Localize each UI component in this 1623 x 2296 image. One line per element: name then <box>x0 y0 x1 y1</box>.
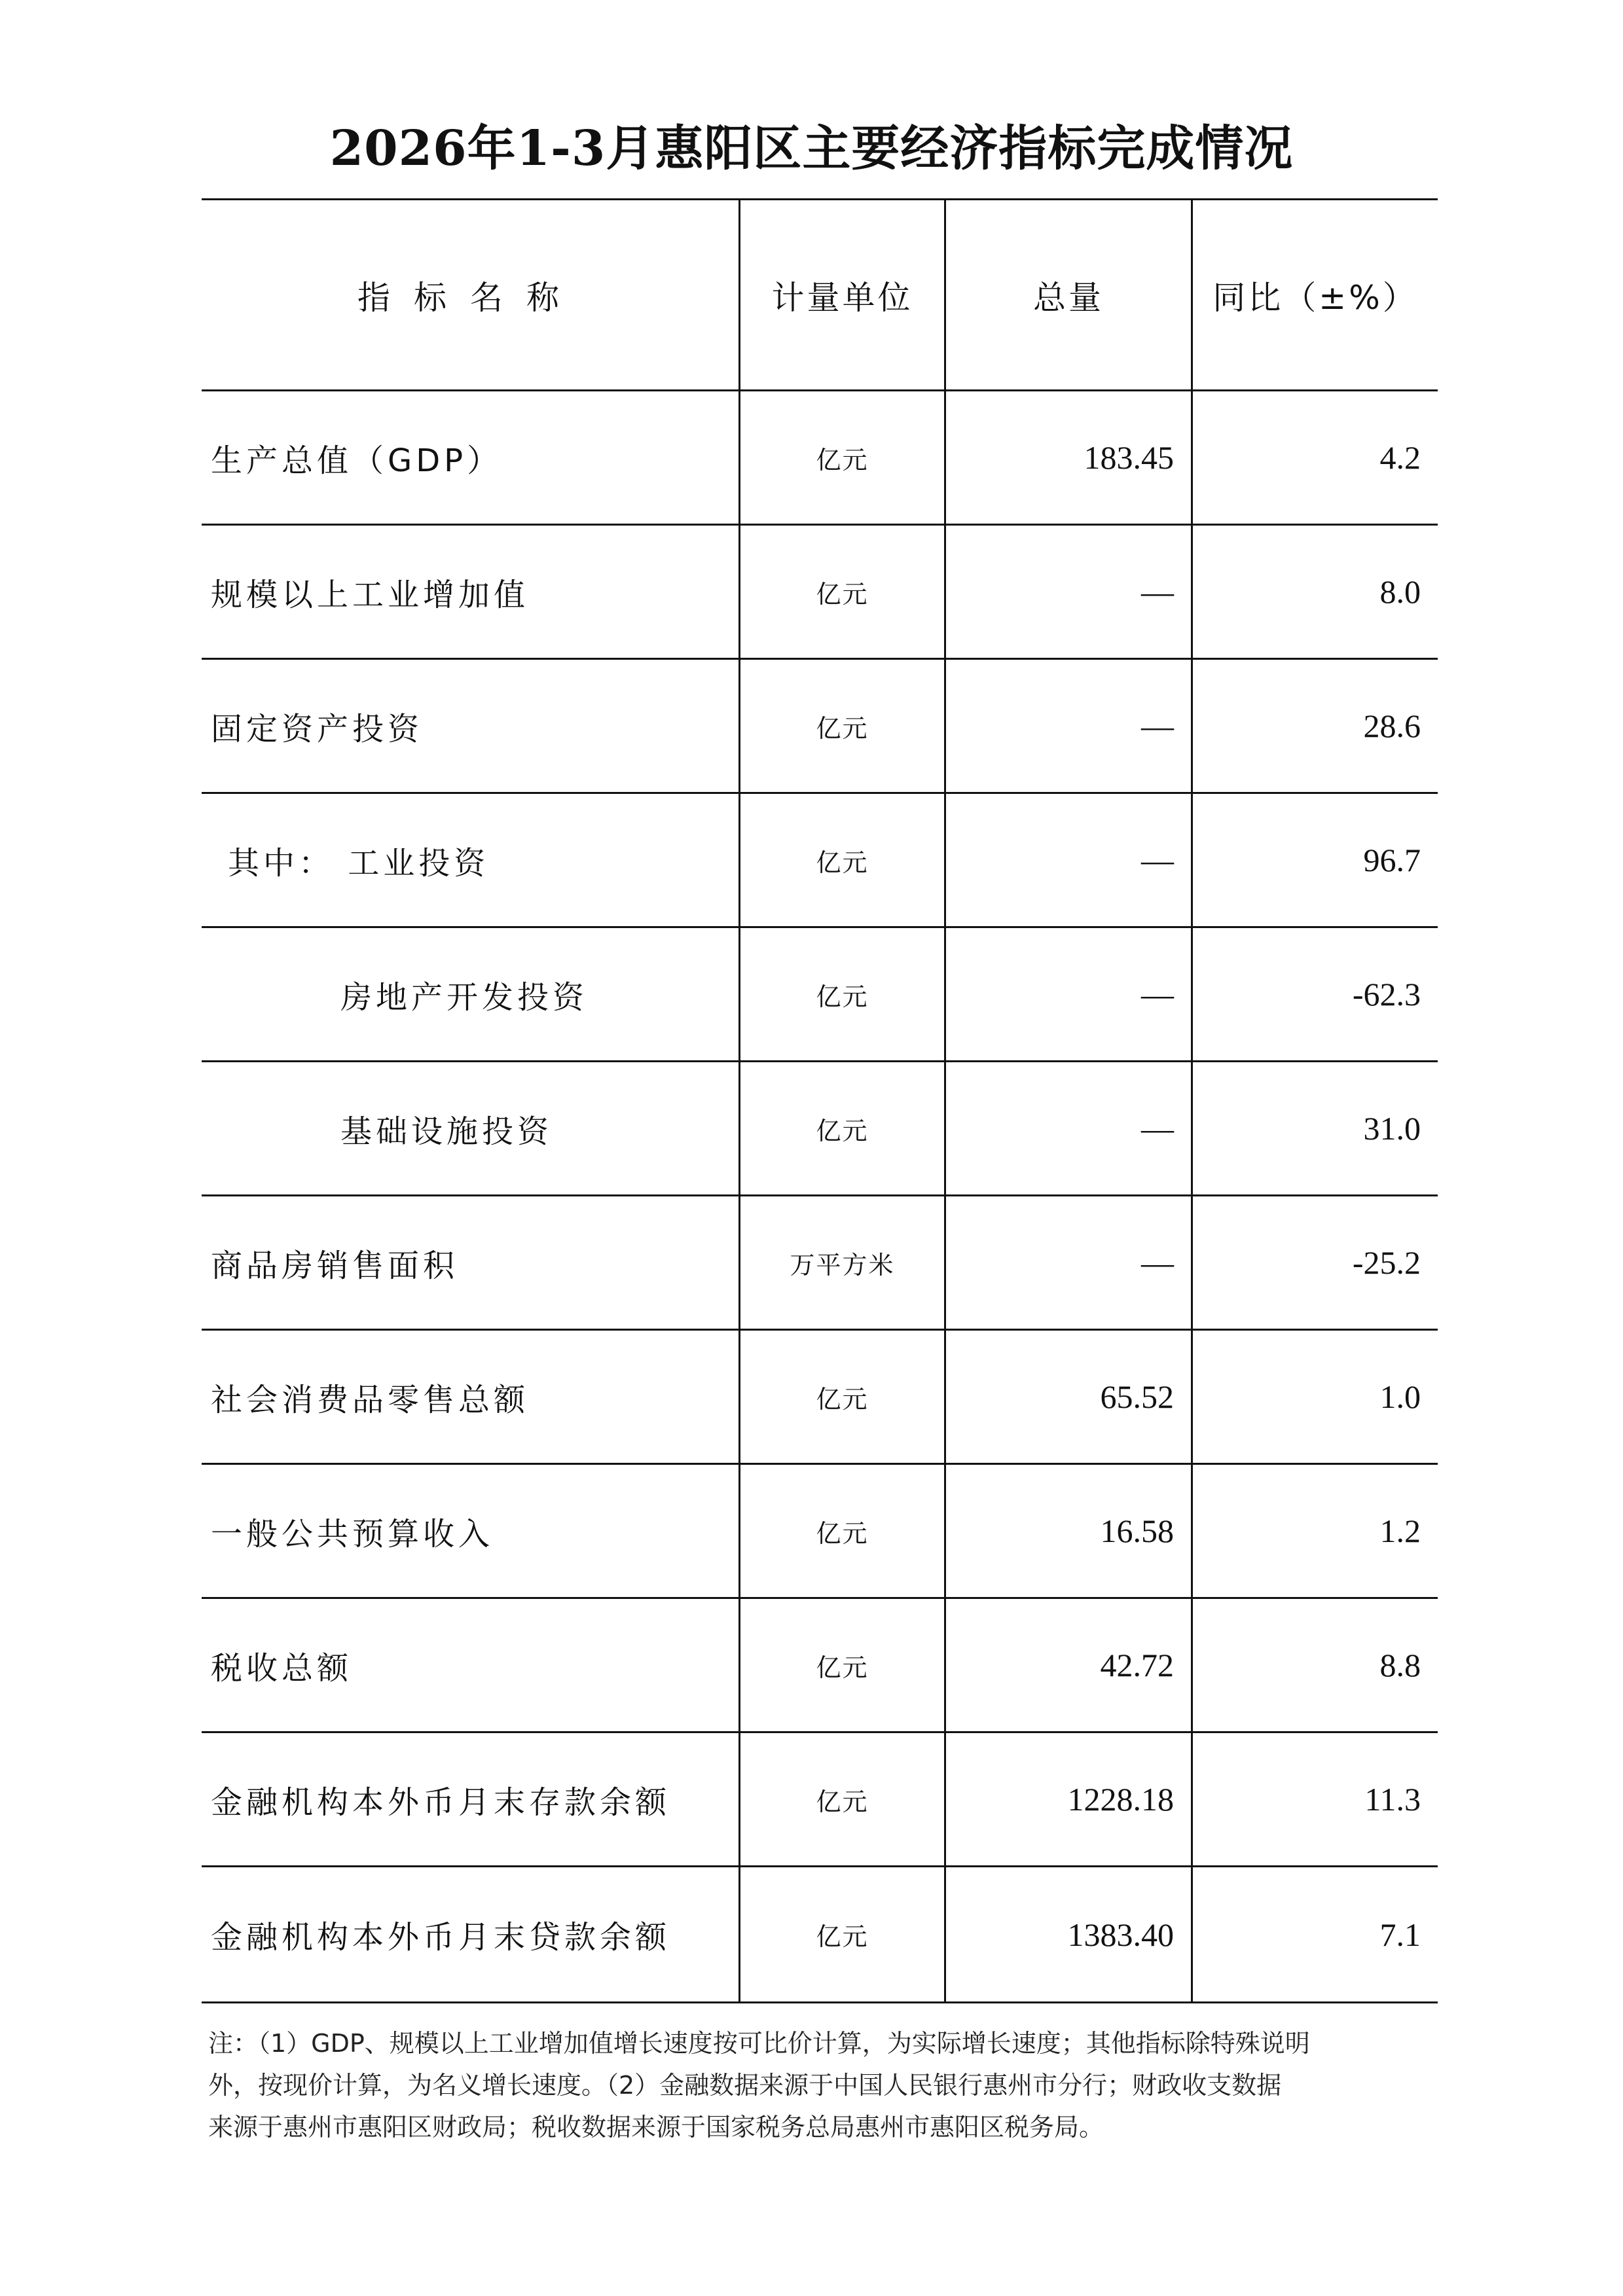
unit-cell: 亿元 <box>739 928 944 1060</box>
table-row <box>202 391 1438 526</box>
yoy-cell: 31.0 <box>1191 1062 1438 1194</box>
table-row <box>202 1331 1438 1465</box>
unit-cell: 亿元 <box>739 1331 944 1463</box>
indicator-name: 房地产开发投资 <box>340 978 589 1016</box>
yoy-cell: 96.7 <box>1191 794 1438 926</box>
indicator-name: 基础设施投资 <box>340 1113 553 1150</box>
yoy-cell: -25.2 <box>1191 1196 1438 1329</box>
table-row <box>202 1733 1438 1867</box>
indicator-name: 一般公共预算收入 <box>211 1515 494 1552</box>
total-cell: 183.45 <box>944 391 1191 524</box>
footnote-line: 来源于惠州市惠阳区财政局；税收数据来源于国家税务总局惠州市惠阳区税务局。 <box>208 2113 1104 2142</box>
table-row <box>202 794 1438 928</box>
total-cell: 16.58 <box>944 1465 1191 1597</box>
total-cell: — <box>944 660 1191 792</box>
page-title: 2026年1-3月惠阳区主要经济指标完成情况 <box>329 120 1294 177</box>
total-cell: 65.52 <box>944 1331 1191 1463</box>
total-cell: 1228.18 <box>944 1733 1191 1865</box>
unit-cell: 亿元 <box>739 391 944 524</box>
unit-cell: 亿元 <box>739 1599 944 1731</box>
header-unit: 计量单位 <box>739 200 944 389</box>
unit-cell: 亿元 <box>739 1062 944 1194</box>
total-cell: — <box>944 794 1191 926</box>
table-row <box>202 1599 1438 1733</box>
total-cell: — <box>944 526 1191 658</box>
indicator-name: 其中： 工业投资 <box>228 844 490 882</box>
yoy-cell: 1.0 <box>1191 1331 1438 1463</box>
unit-cell: 亿元 <box>739 1465 944 1597</box>
unit-cell: 亿元 <box>739 660 944 792</box>
indicator-name: 生产总值（GDP） <box>211 442 503 479</box>
table-row <box>202 1062 1438 1196</box>
table-body <box>202 391 1438 2001</box>
table-row <box>202 928 1438 1062</box>
table-row <box>202 526 1438 660</box>
yoy-cell: 8.0 <box>1191 526 1438 658</box>
header-total: 总量 <box>944 200 1191 389</box>
yoy-cell: 8.8 <box>1191 1599 1438 1731</box>
indicator-name: 金融机构本外币月末存款余额 <box>211 1784 671 1821</box>
table-row <box>202 660 1438 794</box>
indicators-table <box>202 198 1438 2003</box>
indicator-name: 规模以上工业增加值 <box>211 576 530 613</box>
footnote-line: 注：（1）GDP、规模以上工业增加值增长速度按可比价计算，为实际增长速度；其他指标除特殊说明 <box>208 2029 1310 2058</box>
indicator-name: 商品房销售面积 <box>211 1247 459 1284</box>
unit-cell: 亿元 <box>739 526 944 658</box>
yoy-cell: -62.3 <box>1191 928 1438 1060</box>
yoy-cell: 7.1 <box>1191 1867 1438 2001</box>
yoy-cell: 28.6 <box>1191 660 1438 792</box>
total-cell: 42.72 <box>944 1599 1191 1731</box>
yoy-cell: 1.2 <box>1191 1465 1438 1597</box>
table-row <box>202 1465 1438 1599</box>
unit-cell: 亿元 <box>739 1867 944 2001</box>
yoy-cell: 11.3 <box>1191 1733 1438 1865</box>
unit-cell: 亿元 <box>739 794 944 926</box>
header-name: 指标名称 <box>357 278 583 317</box>
header-yoy: 同比（±%） <box>1191 200 1438 389</box>
total-cell: — <box>944 1062 1191 1194</box>
unit-cell: 万平方米 <box>739 1196 944 1329</box>
yoy-cell: 4.2 <box>1191 391 1438 524</box>
total-cell: — <box>944 928 1191 1060</box>
indicator-name: 社会消费品零售总额 <box>211 1381 530 1418</box>
footnote-line: 外，按现价计算，为名义增长速度。（2）金融数据来源于中国人民银行惠州市分行；财政收支数据 <box>208 2071 1282 2100</box>
unit-cell: 亿元 <box>739 1733 944 1865</box>
total-cell: 1383.40 <box>944 1867 1191 2001</box>
table-header-row <box>202 200 1438 391</box>
indicator-name: 固定资产投资 <box>211 710 424 747</box>
footnote <box>208 2022 1439 2148</box>
table-row <box>202 1867 1438 2001</box>
total-cell: — <box>944 1196 1191 1329</box>
indicator-name: 税收总额 <box>211 1649 353 1687</box>
table-row <box>202 1196 1438 1331</box>
indicator-name: 金融机构本外币月末贷款余额 <box>211 1919 671 1956</box>
